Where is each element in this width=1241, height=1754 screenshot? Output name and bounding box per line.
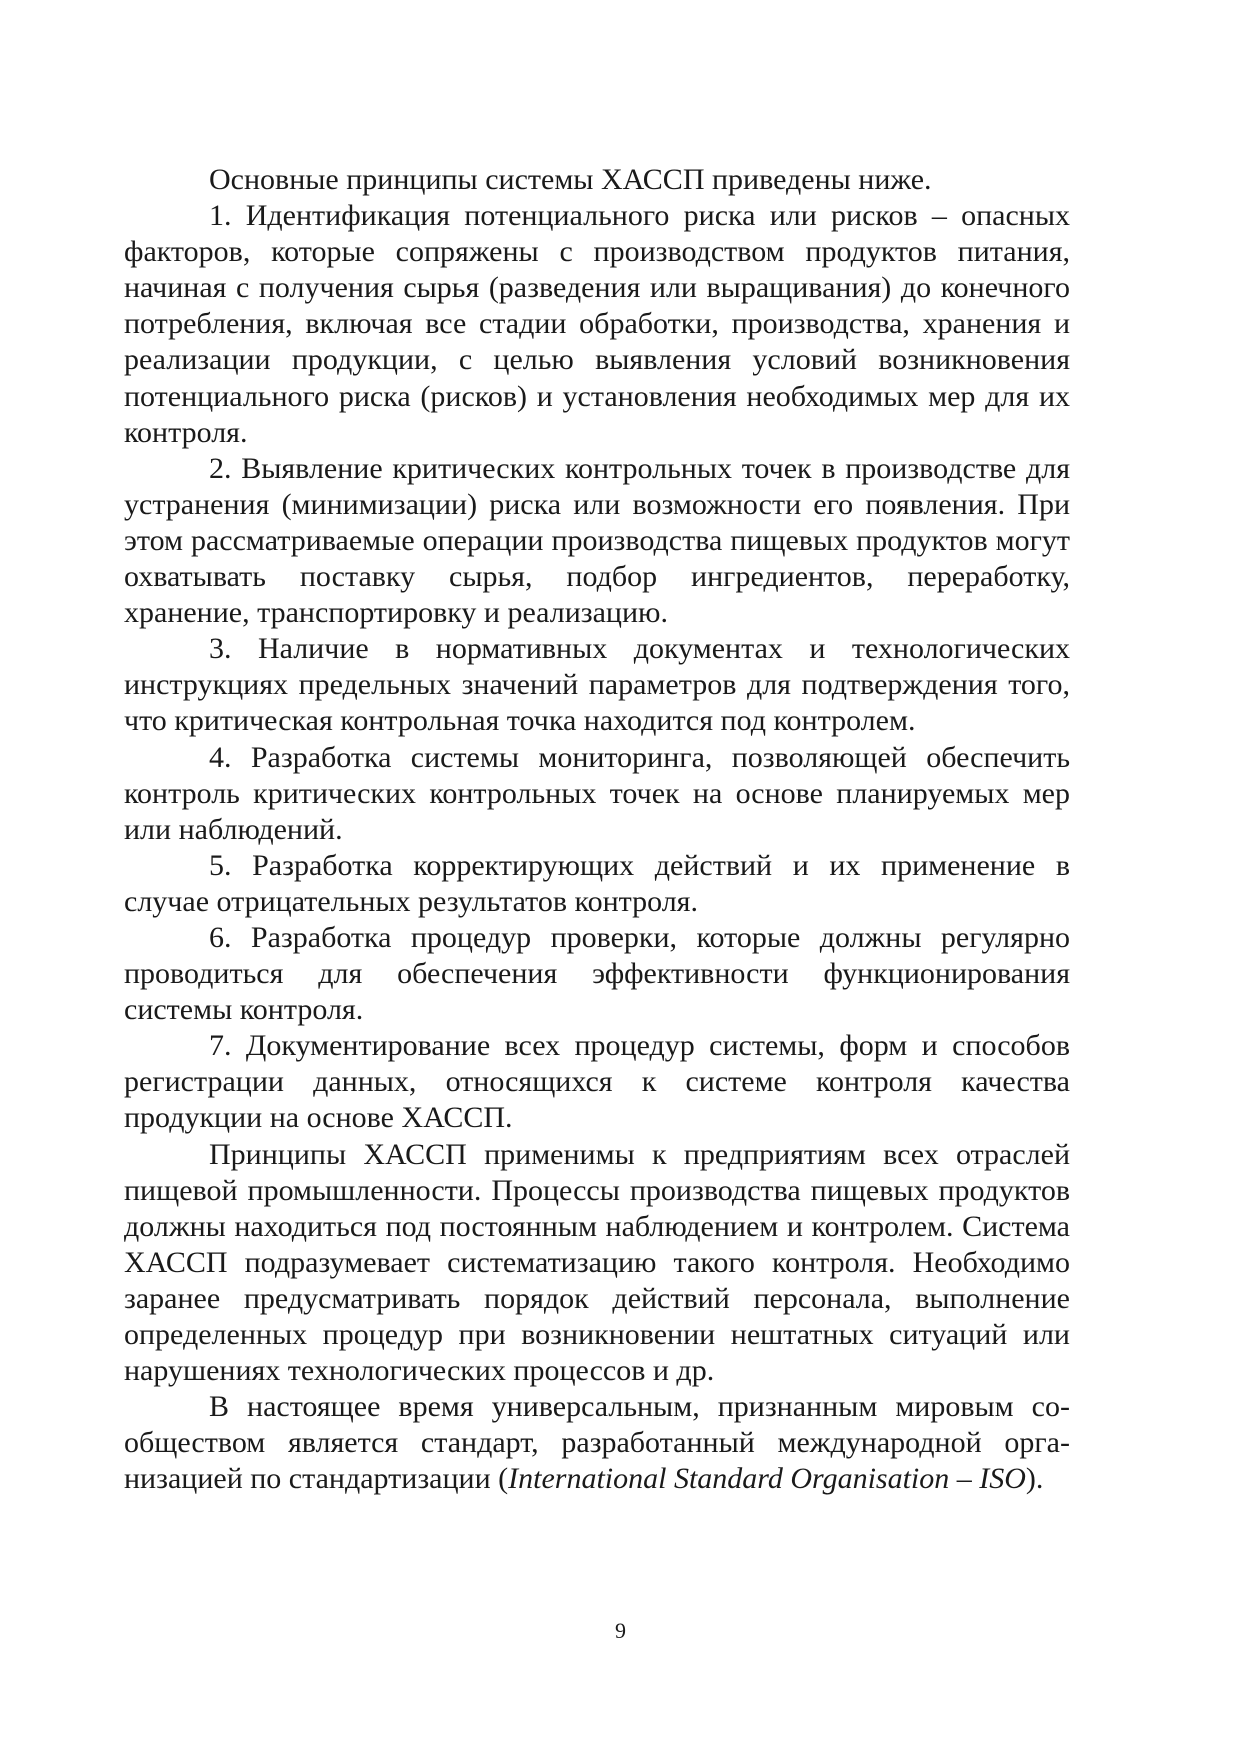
principle-3-paragraph: 3. Наличие в нормативных документах и технологических инструкциях предельных значений параметров для подтверждения того, что критическая контрольная точка находится под контролем. — [124, 632, 1070, 738]
principle-5-paragraph: 5. Разработка корректирующих действий и их применение в случае отрицательных результатов контроля. — [124, 848, 1070, 918]
principle-2-paragraph: 2. Выявление критических контрольных точек в производстве для устранения (минимизации) риска или возможности его появления. При этом рассматриваемые операции производства пищевых продуктов могут охватывать поставку сырья, подбор ингредиентов, переработку, хранение, транспортировку и реализацию. — [124, 451, 1070, 630]
principle-1-paragraph: 1. Идентификация потенциального риска или рисков – опасных факторов, которые сопряжены с производством продуктов питания, начиная с получения сырья (разведения или выращивания) до конечного потребления, включая все стадии обработки, производства, хранения и реализации продукции, с целью выявления условий возникновения потенциального риска (рисков) и установления необходимых мер для их контроля. — [124, 199, 1070, 449]
standard-paragraph — [124, 1389, 1070, 1497]
principle-6-paragraph: 6. Разработка процедур проверки, которые должны регулярно проводиться для обеспечения эффективности функционирования системы контроля. — [124, 920, 1070, 1027]
intro-paragraph: Основные принципы системы ХАССП приведены ниже. — [209, 163, 932, 196]
page-number: 9 — [615, 1618, 626, 1643]
principle-7-paragraph: 7. Документирование всех процедур системы, форм и способов регистрации данных, относящихся к системе контроля качества продукции на основе ХАССП. — [124, 1029, 1070, 1135]
principle-4-paragraph: 4. Разработка системы мониторинга, позволяющей обеспечить контроль критических контрольных точек на основе планируемых мер или наблюдений. — [124, 740, 1070, 846]
page-body — [124, 162, 1070, 1497]
applicability-paragraph: Принципы ХАССП применимы к предприятиям всех отраслей пищевой промышленности. Процессы производства пищевых продуктов должны находиться под постоянным наблюдением и контролем. Система ХАССП подразумевает систематизацию такого контроля. Необходимо заранее предусматривать порядок действий персонала, выполнение определенных процедур при возникновении нештатных ситуаций или нарушениях технологических процессов и др. — [124, 1137, 1070, 1388]
standard-org-name: International Standard Organisation – ISO — [508, 1462, 1026, 1496]
standard-text-after: ). — [1025, 1462, 1044, 1496]
standard-text-before: В настоящее время универсальным, признанным мировым сообществом является стандарт, разработанный международной организацией по стандартизации ( — [124, 1390, 1070, 1496]
